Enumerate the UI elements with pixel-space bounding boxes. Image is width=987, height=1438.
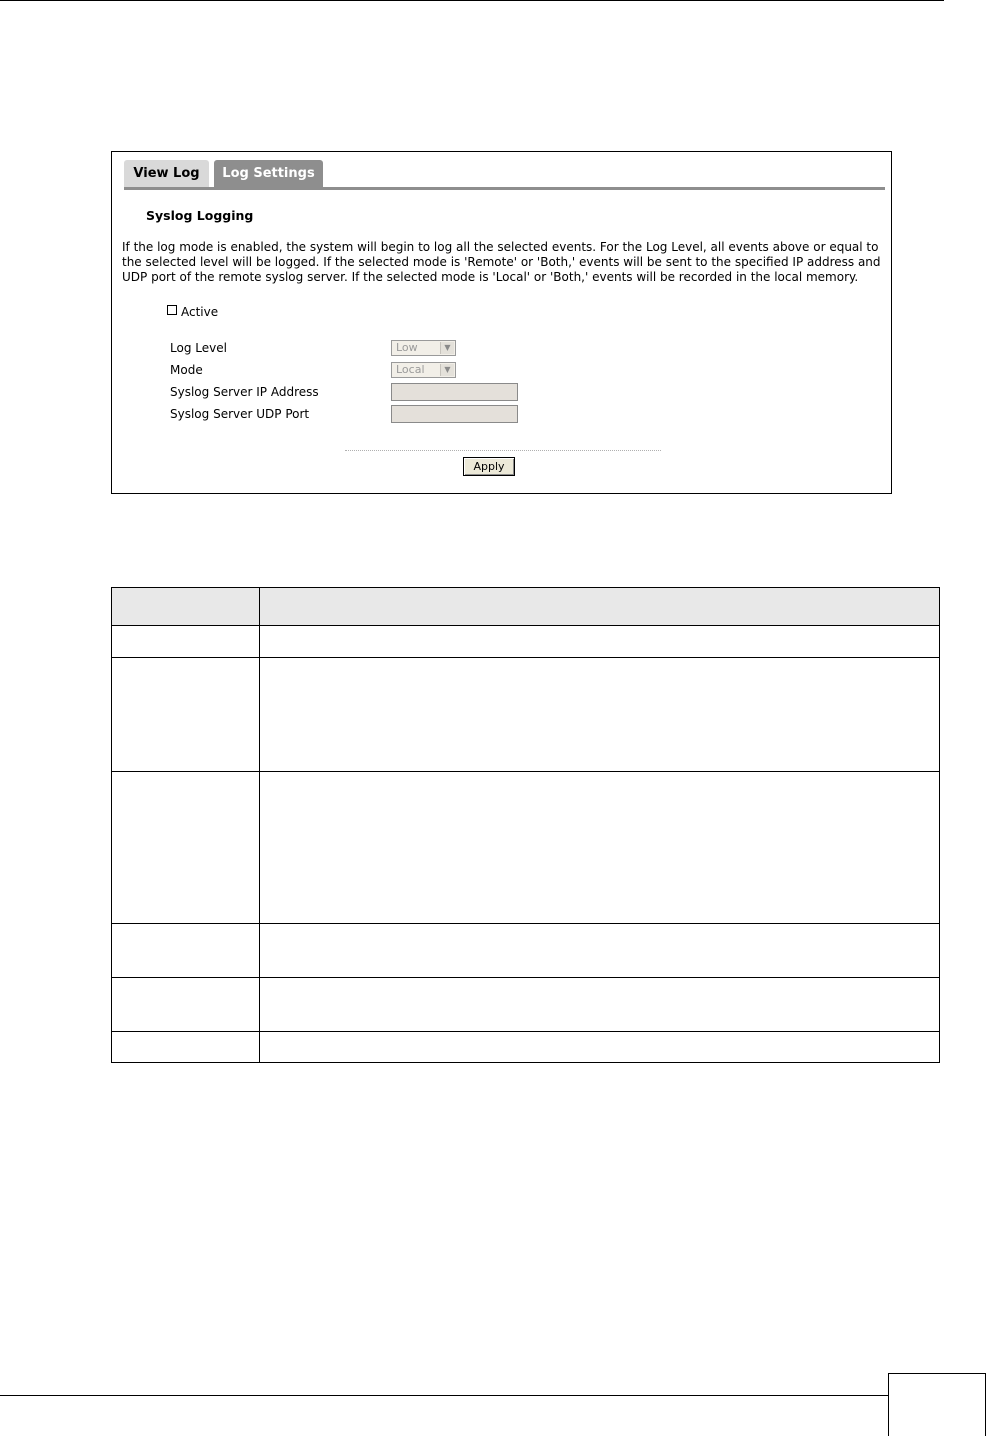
section-title: Syslog Logging [146,208,254,223]
table-row [112,657,939,771]
tab-view-log[interactable]: View Log [124,160,209,187]
divider [345,450,661,451]
bottom-rule [0,1395,888,1396]
table-row [112,625,939,657]
active-checkbox[interactable] [167,305,177,315]
active-row [167,304,218,320]
table-row [112,771,939,923]
tab-log-settings[interactable]: Log Settings [214,160,323,187]
description-text: If the log mode is enabled, the system will begin to log all the selected events. For the Log Level, all events above or equal to the selected level will be logged. If the selected mode is 'Remote' or 'Both,' events will be sent to the specified IP address and UDP port of the remote syslog server. If the selected mode is 'Local' or 'Both,' events will be recorded in the local memory. [122,240,881,284]
chevron-down-icon: ▼ [440,342,454,354]
table-header-row [112,588,939,625]
active-label: Active [181,305,219,319]
tab-underline [124,187,885,190]
apply-button[interactable]: Apply [463,457,515,476]
log-settings-panel [111,151,892,494]
page-number-box [888,1373,986,1436]
log-level-label: Log Level [170,341,227,355]
mode-select[interactable] [391,362,456,378]
table-row [112,977,939,1031]
server-port-input[interactable] [391,405,518,423]
table-row [112,1031,939,1062]
table-row [112,923,939,977]
mode-label: Mode [170,363,203,377]
server-ip-input[interactable] [391,383,518,401]
server-port-label: Syslog Server UDP Port [170,407,310,421]
chevron-down-icon: ▼ [440,364,454,376]
column-divider [259,588,260,1062]
top-rule [0,0,944,1]
mode-value: Local [396,363,425,376]
server-ip-label: Syslog Server IP Address [170,385,319,399]
log-level-select[interactable] [391,340,456,356]
field-description-table [111,587,940,1063]
log-level-value: Low [396,341,418,354]
